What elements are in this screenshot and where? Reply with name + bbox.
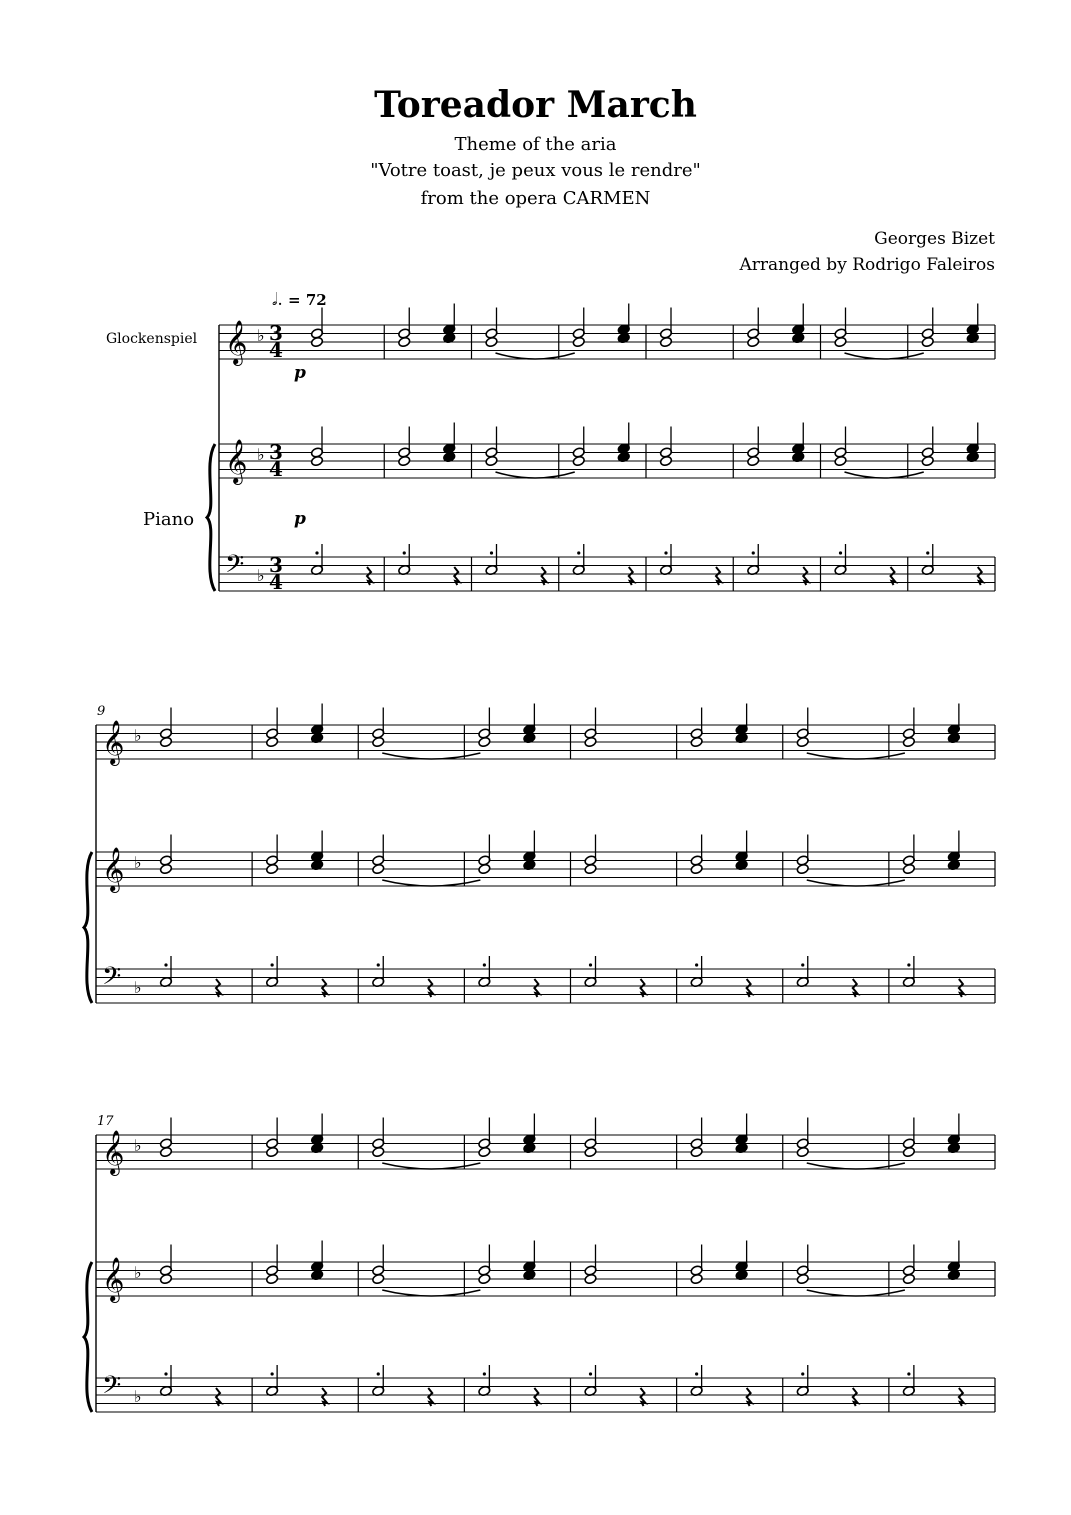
quarter-rest-icon [428,979,433,997]
quarter-rest-icon [853,979,858,997]
flat-icon: ♭ [257,445,265,464]
staccato-dot [483,963,486,966]
quarter-rest-icon [747,1388,752,1406]
time-signature-bottom: 4 [269,338,283,362]
quarter-rest-icon [534,979,539,997]
dynamic-piano-glock: p [294,363,306,383]
quarter-rest-icon [454,567,459,585]
treble-clef-icon: 𝄞 [225,320,248,364]
treble-clef-icon: 𝄞 [225,439,248,483]
tie [382,1163,480,1169]
staccato-dot [577,551,580,554]
instrument-label-glockenspiel: Glockenspiel [106,331,198,347]
measure-number-9: 9 [97,704,106,719]
quarter-rest-icon [322,1388,327,1406]
staccato-dot [695,1372,698,1375]
quarter-rest-icon [322,979,327,997]
quarter-rest-icon [367,567,372,585]
tie [382,1290,480,1296]
flat-icon: ♭ [134,853,142,872]
flat-icon: ♭ [257,326,265,345]
instrument-label-piano: Piano [143,509,195,530]
staccato-dot [164,963,167,966]
tie [845,472,924,478]
tie [382,753,480,759]
tie [807,753,905,759]
subtitle-line-2: "Votre toast, je peux vous le rendre" [370,160,701,181]
quarter-rest-icon [542,567,547,585]
quarter-rest-icon [959,979,964,997]
bass-clef-icon: 𝄢 [102,962,122,997]
staccato-dot [695,963,698,966]
tie [807,1163,905,1169]
composer: Georges Bizet [874,229,995,249]
dotted-half-note-icon: 𝅗𝅥. [272,290,283,310]
staccato-dot [271,1372,274,1375]
treble-clef-icon: 𝄞 [102,720,125,764]
subtitle-line-1: Theme of the aria [454,134,617,155]
staccato-dot [377,1372,380,1375]
tie [807,880,905,886]
quarter-rest-icon [891,567,896,585]
quarter-rest-icon [747,979,752,997]
flat-icon: ♭ [257,566,265,585]
tie [496,353,575,359]
tie [382,880,480,886]
time-signature-top: 3 [269,321,283,345]
arranger: Arranged by Rodrigo Faleiros [739,255,995,275]
staccato-dot [839,551,842,554]
staccato-dot [801,1372,804,1375]
tie [845,353,924,359]
flat-icon: ♭ [134,1263,142,1282]
piano-brace [84,1262,92,1412]
quarter-rest-icon [716,567,721,585]
quarter-rest-icon [978,567,983,585]
bass-clef-icon: 𝄢 [225,550,245,585]
flat-icon: ♭ [134,1387,142,1406]
piece-title: Toreador March [374,84,697,126]
time-signature-bottom: 4 [269,570,283,594]
staccato-dot [589,1372,592,1375]
staccato-dot [483,1372,486,1375]
time-signature-bottom: 4 [269,457,283,481]
quarter-rest-icon [641,1388,646,1406]
staccato-dot [801,963,804,966]
quarter-rest-icon [428,1388,433,1406]
staccato-dot [664,551,667,554]
tie [496,472,575,478]
tempo-value: = 72 [288,291,327,309]
staccato-dot [164,1372,167,1375]
quarter-rest-icon [959,1388,964,1406]
staccato-dot [315,551,318,554]
staccato-dot [271,963,274,966]
subtitle-line-3: from the opera CARMEN [420,188,651,209]
staccato-dot [377,963,380,966]
quarter-rest-icon [534,1388,539,1406]
quarter-rest-icon [641,979,646,997]
staccato-dot [490,551,493,554]
staccato-dot [752,551,755,554]
staccato-dot [403,551,406,554]
staccato-dot [926,551,929,554]
piano-brace [207,444,215,591]
piano-brace [84,852,92,1003]
treble-clef-icon: 𝄞 [102,1257,125,1301]
quarter-rest-icon [216,1388,221,1406]
flat-icon: ♭ [134,978,142,997]
treble-clef-icon: 𝄞 [102,1130,125,1174]
time-signature-top: 3 [269,553,283,577]
time-signature-top: 3 [269,440,283,464]
quarter-rest-icon [629,567,634,585]
quarter-rest-icon [803,567,808,585]
quarter-rest-icon [216,979,221,997]
treble-clef-icon: 𝄞 [102,847,125,891]
tie [807,1290,905,1296]
score-systems [84,304,995,1413]
bass-clef-icon: 𝄢 [102,1371,122,1406]
measure-number-17: 17 [97,1114,114,1129]
staccato-dot [589,963,592,966]
quarter-rest-icon [853,1388,858,1406]
flat-icon: ♭ [134,726,142,745]
dynamic-piano: p [294,509,306,529]
flat-icon: ♭ [134,1136,142,1155]
staccato-dot [907,1372,910,1375]
staccato-dot [907,963,910,966]
